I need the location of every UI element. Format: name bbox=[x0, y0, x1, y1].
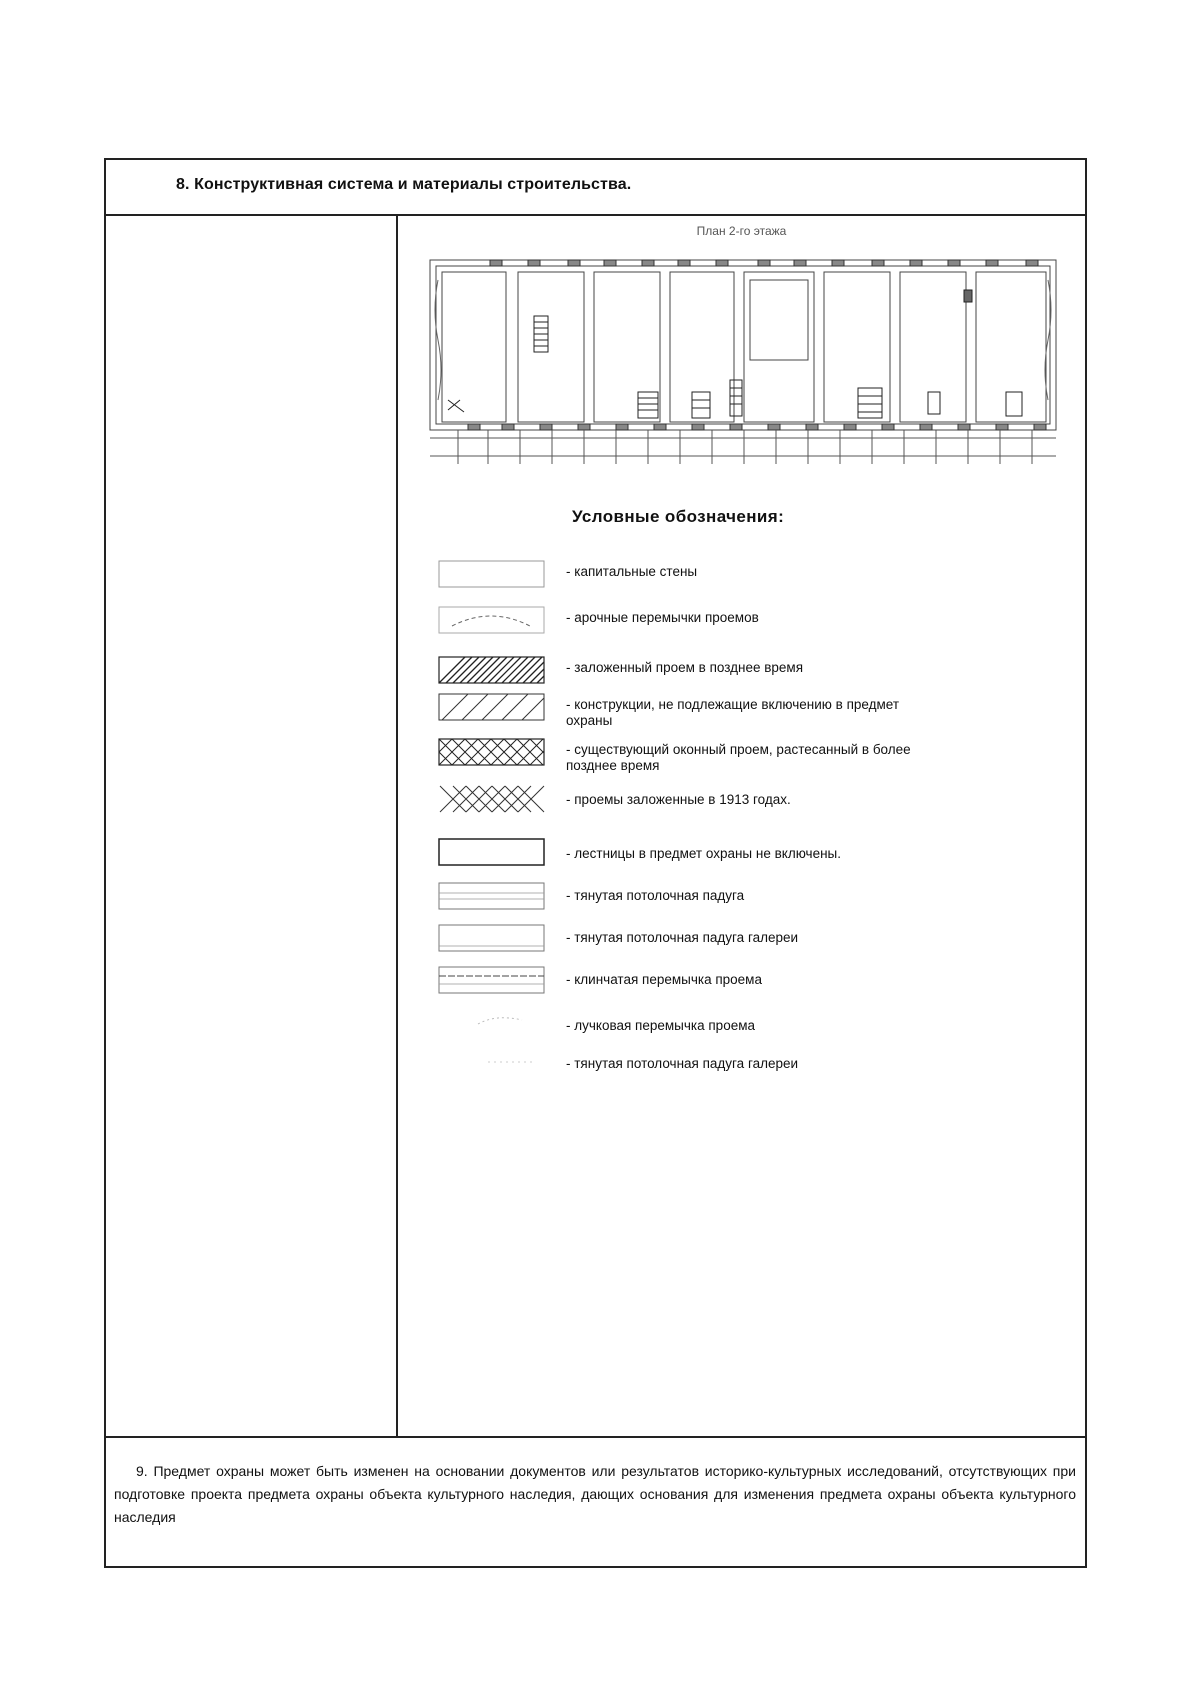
plan-room bbox=[976, 272, 1046, 422]
legend-item-label: - тянутая потолочная падуга bbox=[566, 888, 745, 903]
legend-item bbox=[438, 966, 978, 1006]
legend-item-label: - лестницы в предмет охраны не включены. bbox=[566, 846, 841, 861]
legend-item bbox=[438, 838, 978, 878]
arch-lintel-icon bbox=[438, 606, 546, 636]
legend-item bbox=[438, 784, 978, 824]
legend-item-label: - арочные перемычки проемов bbox=[566, 610, 759, 625]
plan-room bbox=[442, 272, 506, 422]
legend-item bbox=[438, 882, 978, 922]
legend-item bbox=[438, 738, 978, 778]
legend-item-label: - капитальные стены bbox=[566, 564, 698, 579]
plain-box-icon bbox=[438, 560, 546, 590]
section9-text: 9. Предмет охраны может быть изменен на основании документов или результатов историко-культурных исследований, отсутствующих при подготовке проекта предмета охраны объекта культурного наследия, дающих основания для изменения предмета охраны объекта культурного наследия bbox=[114, 1463, 1076, 1525]
crosshatch-box-icon bbox=[438, 738, 546, 768]
legend-item bbox=[438, 1010, 978, 1050]
section8-header-row bbox=[106, 160, 1085, 216]
plan-outer-wall bbox=[430, 260, 1056, 430]
sparse-hatch-icon bbox=[438, 693, 546, 723]
wedge-lintel-icon bbox=[438, 966, 546, 996]
legend-item-label: - существующий оконный проем, растесанный в более позднее время bbox=[566, 742, 911, 773]
bow-lintel-icon bbox=[438, 1010, 546, 1040]
legend-item bbox=[438, 1048, 978, 1088]
legend-item-label: - тянутая потолочная падуга галереи bbox=[566, 930, 799, 945]
plan-column bbox=[398, 216, 1085, 1436]
legend-item bbox=[438, 606, 978, 646]
faint-line-icon bbox=[438, 1048, 546, 1078]
plan-room bbox=[594, 272, 660, 422]
legend-item-label: - заложенный проем в позднее время bbox=[566, 660, 804, 675]
plan-inner-wall bbox=[436, 266, 1050, 424]
bold-box-icon bbox=[438, 838, 546, 868]
crosshatch-open-icon bbox=[438, 784, 546, 814]
legend-item bbox=[438, 656, 978, 696]
legend-item bbox=[438, 924, 978, 964]
plan-room bbox=[744, 272, 814, 422]
legend-item bbox=[438, 560, 978, 600]
legend-item bbox=[438, 693, 978, 733]
plan-room bbox=[900, 272, 966, 422]
left-empty-column bbox=[106, 216, 398, 1436]
document-table bbox=[104, 158, 1087, 1568]
legend-title: Условные обозначения: bbox=[572, 507, 785, 526]
dense-hatch-icon bbox=[438, 656, 546, 686]
plan-inner-hall bbox=[750, 280, 808, 360]
section8-title: 8. Конструктивная система и материалы строительства. bbox=[176, 176, 632, 193]
section9-row bbox=[106, 1436, 1085, 1566]
legend-item-label: - конструкции, не подлежащие включению в предмет охраны bbox=[566, 697, 900, 728]
double-line-box-icon bbox=[438, 882, 546, 912]
legend-item-label: - проемы заложенные в 1913 годах. bbox=[566, 792, 791, 807]
legend-item-label: - тянутая потолочная падуга галереи bbox=[566, 1056, 799, 1071]
single-line-box-icon bbox=[438, 924, 546, 954]
plan-room bbox=[518, 272, 584, 422]
legend-item-label: - лучковая перемычка проема bbox=[566, 1018, 755, 1033]
legend-item-label: - клинчатая перемычка проема bbox=[566, 972, 762, 987]
plan-room bbox=[824, 272, 890, 422]
plan-caption: План 2-го этажа bbox=[696, 224, 787, 238]
floor-plan-drawing bbox=[428, 250, 1063, 465]
